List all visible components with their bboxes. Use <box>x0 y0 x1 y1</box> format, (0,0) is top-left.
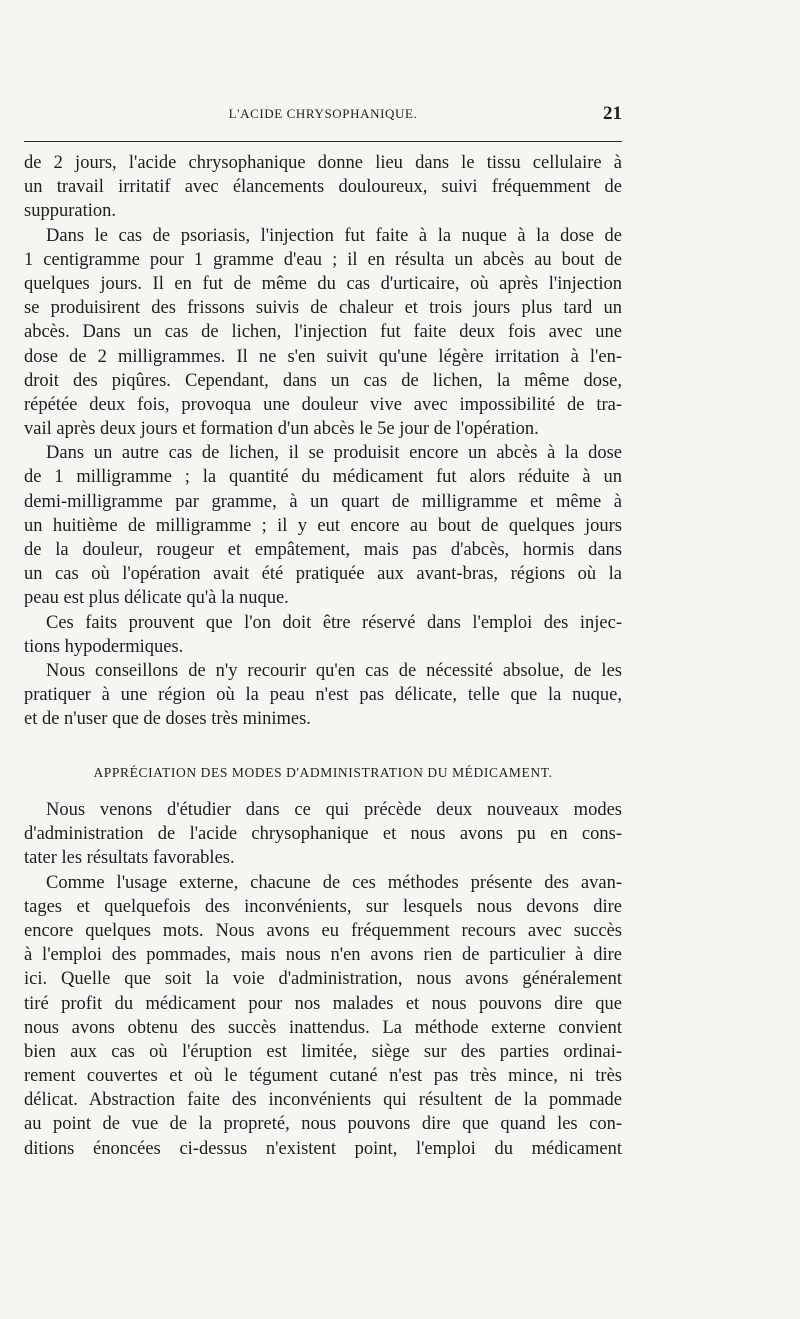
text-line: tater les résultats favorables. <box>24 848 235 869</box>
text-line: tiré profit du médicament pour nos malades et nous pouvons dire que <box>24 993 622 1014</box>
text-line: tages et quelquefois des inconvénients, sur lesquels nous devons dire <box>24 896 622 917</box>
text-line: au point de vue de la propreté, nous pouvons dire que quand les con- <box>24 1114 622 1135</box>
text-line: d'administration de l'acide chrysophanique et nous avons pu en cons- <box>24 824 622 845</box>
text-line: peau est plus délicate qu'à la nuque. <box>24 588 289 609</box>
text-line: droit des piqûres. Cependant, dans un cas de lichen, la même dose, <box>24 370 622 391</box>
text-line: Nous conseillons de n'y recourir qu'en cas de nécessité absolue, de les <box>46 660 622 681</box>
text-line: de 1 milligramme ; la quantité du médicament fut alors réduite à un <box>24 467 622 488</box>
text-line: se produisirent des frissons suivis de chaleur et trois jours plus tard un <box>24 298 622 319</box>
text-line: à l'emploi des pommades, mais nous n'en avons rien de particulier à dire <box>24 945 622 966</box>
text-line: et de n'user que de doses très minimes. <box>24 709 311 730</box>
text-line: encore quelques mots. Nous avons eu fréquemment recours avec succès <box>24 920 622 941</box>
text-line: abcès. Dans un cas de lichen, l'injection fut faite deux fois avec une <box>24 322 622 343</box>
page-number: 21 <box>603 103 622 124</box>
text-line: de la douleur, rougeur et empâtement, mais pas d'abcès, hormis dans <box>24 540 622 560</box>
text-line: Comme l'usage externe, chacune de ces méthodes présente des avan- <box>46 872 622 893</box>
text-line: de 2 jours, l'acide chrysophanique donne lieu dans le tissu cellulaire à <box>24 153 622 173</box>
text-line: rement couvertes et où le tégument cutané n'est pas très mince, ni très <box>24 1066 622 1087</box>
text-line: 1 centigramme pour 1 gramme d'eau ; il en résulta un abcès au bout de <box>24 249 622 270</box>
running-title: L'ACIDE CHRYSOPHANIQUE. <box>228 106 418 121</box>
text-line: Ces faits prouvent que l'on doit être réservé dans l'emploi des injec- <box>46 612 622 633</box>
header-rule <box>24 141 622 142</box>
text-line: un huitième de milligramme ; il y eut encore au bout de quelques jours <box>24 515 622 536</box>
text-line: ditions énoncées ci-dessus n'existent point, l'emploi du médicament <box>24 1138 622 1159</box>
body-text-after <box>24 798 622 1161</box>
text-line: Dans le cas de psoriasis, l'injection fut faite à la nuque à la dose de <box>46 225 622 246</box>
text-line: un travail irritatif avec élancements douloureux, suivi fréquemment de <box>24 177 622 198</box>
text-line: un cas où l'opération avait été pratiquée aux avant-bras, régions où la <box>24 564 622 585</box>
text-line: pratiquer à une région où la peau n'est pas délicate, telle que la nuque, <box>24 685 622 706</box>
text-line: répétée deux fois, provoqua une douleur vive avec impossibilité de tra- <box>24 394 622 415</box>
text-line: Nous venons d'étudier dans ce qui précède deux nouveaux modes <box>46 800 622 820</box>
text-line: ici. Quelle que soit la voie d'administration, nous avons généralement <box>24 969 622 990</box>
text-line: vail après deux jours et formation d'un abcès le 5e jour de l'opération. <box>24 419 539 440</box>
section-heading: APPRÉCIATION DES MODES D'ADMINISTRATION DU MÉDICAMENT. <box>93 765 553 780</box>
text-line: tions hypodermiques. <box>24 636 184 657</box>
text-line: délicat. Abstraction faite des inconvénients qui résultent de la pommade <box>24 1090 622 1111</box>
text-line: demi-milligramme par gramme, à un quart de milligramme et même à <box>24 491 622 512</box>
text-line: quelques jours. Il en fut de même du cas d'urticaire, où après l'injection <box>24 273 622 294</box>
text-line: Dans un autre cas de lichen, il se produisit encore un abcès à la dose <box>46 443 622 464</box>
body-text-before <box>24 151 622 732</box>
text-line: bien aux cas où l'éruption est limitée, siège sur des parties ordinai- <box>24 1041 622 1062</box>
text-line: nous avons obtenu des succès inattendus. La méthode externe convient <box>24 1017 622 1038</box>
page-header <box>24 103 622 130</box>
text-line: suppuration. <box>24 201 116 222</box>
text-line: dose de 2 milligrammes. Il ne s'en suivit qu'une légère irritation à l'en- <box>24 346 622 367</box>
